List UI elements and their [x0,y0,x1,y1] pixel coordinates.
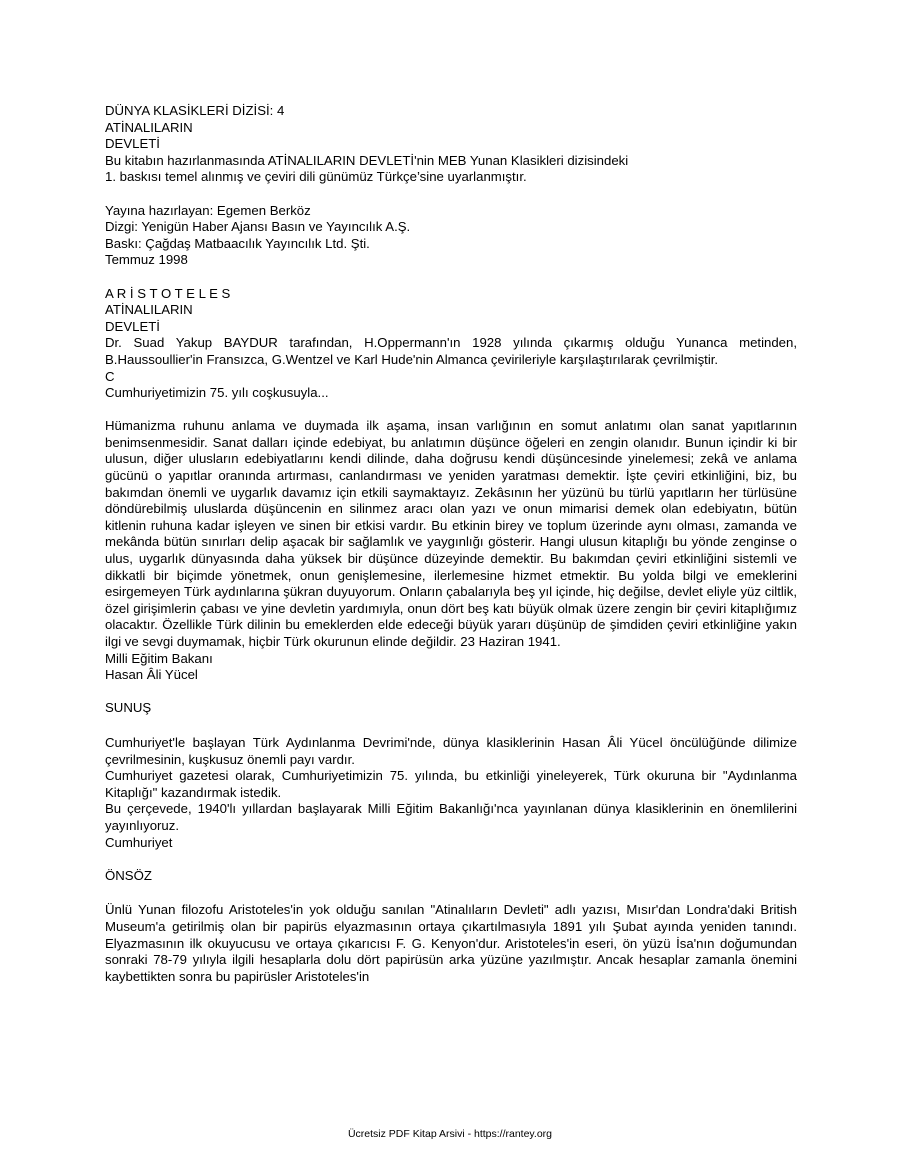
printing-credit: Baskı: Çağdaş Matbaacılık Yayıncılık Ltd. Şti. [105,235,370,251]
sunus-heading: SUNUŞ [105,700,152,716]
sunus-paragraph-1: Cumhuriyet'le başlayan Türk Aydınlanma Devrimi'nde, dünya klasiklerinin Hasan Âli Yücel öncülüğünde dilimize çevrilmesinin, kuşkusuz önemli payı vardır. [105,734,797,767]
onsoz-body: Ünlü Yunan filozofu Aristoteles'in yok olduğu sanılan "Atinalıların Devleti" adlı yazısı, Mısır'dan Londra'daki British Museum'a getirilmiş olan bir papirüs elyazmasının ortaya çıkartılmasıyla 1891 yılı Şubat ayında yeniden tanındı. Elyazmasının ilk okuyucusu ve ortaya çıkarıcısı F. G. Kenyon'dur. Aristoteles'in eseri, ön yüzü İsa'nın doğumundan sonraki 78-79 yılıyla ilgili hesaplarla dolu dört papirüsün arka yüzüne yazılmıştır. Ancak hesaplar zamanla önemini kaybettikten sonra bu papirüsler Aristoteles'in [105,902,797,984]
translator-note: Dr. Suad Yakup BAYDUR tarafından, H.Oppermann'ın 1928 yılında çıkarmış olduğu Yunanca metinden, B.Haussoullier'in Fransızca, G.Wentzel ve Karl Hude'nin Almanca çevirileriyle karşılaştırılarak çevrilmiştir. [105,335,797,367]
spacer [105,717,797,735]
dedication: Cumhuriyetimizin 75. yılı coşkusuyla... [105,385,329,401]
typesetting-credit: Dizgi: Yenigün Haber Ajansı Basın ve Yayıncılık A.Ş. [105,219,411,235]
publication-date: Temmuz 1998 [105,252,188,268]
spacer [105,186,797,203]
signature-title: Milli Eğitim Bakanı [105,650,213,666]
foreword-body: Hümanizma ruhunu anlama ve duymada ilk aşama, insan varlığının en somut anlatımı olan sanat yapıtlarının benimsenmesidir. Sanat dalları içinde edebiyat, bu anlatımın düşünce öğeleri en zengin olanıdır. Bunun içindir ki bir ulusun, diğer ulusların edebiyatlarını kendi dilinde, daha doğrusu kendi düşüncesinde yinelemesi; zekâ ve anlama gücünü o yapıtlar oranında artırması, canlandırması ve yeniden yaratması demektir. İşte çeviri etkinliğini, biz, bu bakımdan önemli ve uygarlık davamız için etkili saymaktayız. Zekâsının her yüzünü bu türlü yapıtların her türlüsüne döndürebilmiş uluslarda düşüncenin en silinmez aracı olan yazı ve onun mimarisi demek olan edebiyatın, bütün kitlenin ruhuna kadar işleyen ve sinen bir etkisi vardır. Bu etkinin birey ve toplum üzerinde aynı olması, zamanda ve mekânda bütün sınırları delip aşacak bir sağlamlık ve yaygınlığı gösterir. Hangi ulusun kitaplığı bu yönde zenginse o ulus, uygarlık dünyasında daha yüksek bir düşünce düzeyinde demektir. Bu bakımdan çeviri etkinliğini sistemli ve dikkatli bir biçimde yönetmek, onun genişlemesine, ilerlemesine hizmet etmektir. Bu yolda bilgi ve emeklerini esirgemeyen Türk aydınlarına şükran duyuyorum. Onların çabalarıyla beş yıl içinde, hiç değilse, devlet eliyle yüz ciltlik, özel girişimlerin çabası ve yine devletin yardımıyla, onun dört beş katı büyük olmak üzere zengin bir çeviri kitaplığımız olacaktır. Özellikle Türk dilinin bu emeklerden elde edeceği büyük yararı düşünüp de şimdiden çeviri etkinliğine yakın ilgi ve sevgi duymamak, hiçbir Türk okurunun elinde değildir. 23 Haziran 1941. [105,418,797,649]
editor-credit: Yayına hazırlayan: Egemen Berköz [105,202,311,218]
book-title-line-1: ATİNALILARIN [105,119,193,135]
spacer [105,402,797,419]
sunus-paragraph-2: Cumhuriyet gazetesi olarak, Cumhuriyetimizin 75. yılında, bu etkinliği yineleyerek, Türk okuruna bir "Aydınlanma Kitaplığı" kazandırmak istedik. [105,768,797,800]
sunus-section [105,735,797,851]
signature-name: Hasan Âli Yücel [105,667,198,683]
spacer [105,884,797,902]
author-name: A R İ S T O T E L E S [105,285,231,301]
title-line-1: ATİNALILARIN [105,302,193,318]
copyright-mark: C [105,368,115,384]
footer-text: Ücretsiz PDF Kitap Arsivi - https://rantey.org [347,1128,553,1140]
spacer [105,684,797,701]
title-page-block [105,286,797,402]
minister-foreword [105,418,797,684]
sunus-paragraph-3: Bu çerçevede, 1940'lı yıllardan başlayarak Milli Eğitim Bakanlığı'nca yayınlanan dünya klasiklerinin en önemlilerini yayınlıyoruz. [105,801,797,833]
series-label: DÜNYA KLASİKLERİ DİZİSİ: 4 [105,103,285,118]
onsoz-heading: ÖNSÖZ [105,867,152,883]
source-note-line-1: Bu kitabın hazırlanmasında ATİNALILARIN DEVLETİ'nin MEB Yunan Klasikleri dizisindeki [105,152,629,168]
source-note-line-2: 1. baskısı temel alınmış ve çeviri dili günümüz Türkçe’sine uyarlanmıştır. [105,169,527,185]
title-line-2: DEVLETİ [105,318,160,334]
credits-block [105,203,797,269]
page-content [105,103,797,985]
spacer [105,269,797,286]
header-block [105,103,797,186]
sunus-signature: Cumhuriyet [105,834,173,850]
spacer [105,851,797,868]
book-title-line-2: DEVLETİ [105,136,160,152]
